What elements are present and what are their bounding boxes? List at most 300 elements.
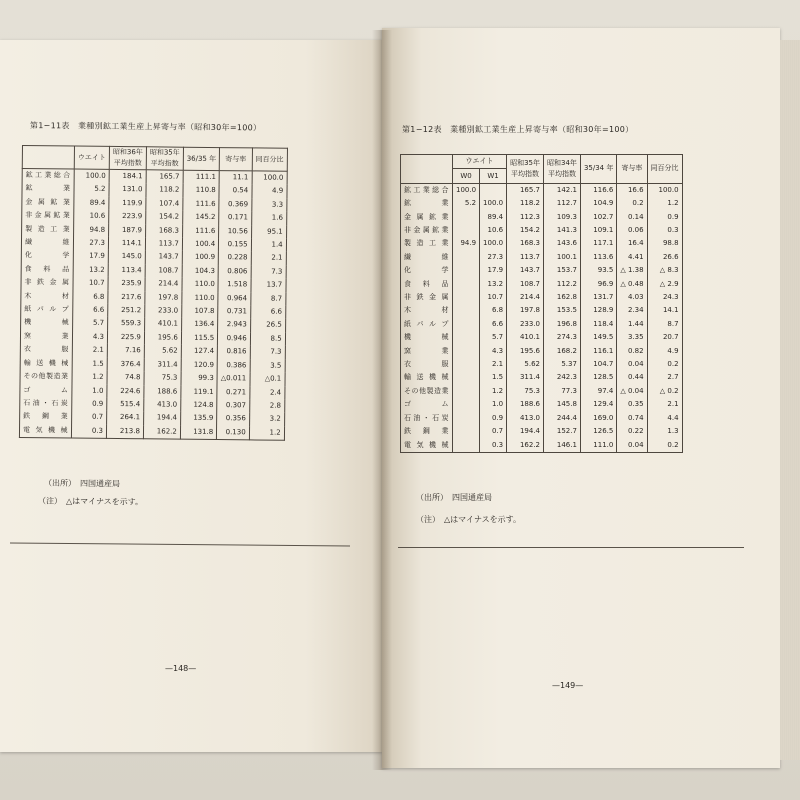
table-cell: 100.9 [182, 251, 219, 265]
table-cell: 118.2 [507, 197, 544, 210]
row-category: 鉱工業総合 [22, 169, 74, 183]
table-cell: 145.8 [544, 398, 581, 411]
row-category: 非鉄金属 [401, 291, 453, 304]
table-cell: 111.6 [183, 197, 220, 211]
table-cell: 145.0 [108, 250, 145, 264]
table-cell: 2.1 [72, 344, 107, 358]
table-cell: 113.7 [507, 251, 544, 264]
table-cell: 0.130 [217, 426, 250, 440]
table-cell: 97.4 [580, 385, 616, 398]
row-category: 紙パルプ [401, 318, 453, 331]
left-data-table [19, 145, 288, 441]
table-cell [453, 385, 480, 398]
row-category: 非鉄金属 [21, 276, 73, 290]
row-category: ゴム [20, 383, 72, 397]
table-cell: 0.35 [617, 398, 647, 411]
table-cell: 143.7 [145, 251, 182, 265]
table-cell: 100.0 [74, 169, 109, 183]
table-cell: 109.1 [580, 224, 616, 237]
table-cell [453, 331, 480, 344]
table-cell: 120.9 [181, 358, 218, 372]
table-cell: 235.9 [108, 277, 145, 291]
table-cell: 100.0 [480, 197, 507, 210]
left-source-note: （出所） 四国通産局 [43, 478, 121, 489]
table-cell [453, 371, 480, 384]
table-cell [480, 183, 507, 197]
table-cell: 20.7 [647, 331, 682, 344]
table-cell [453, 224, 480, 237]
table-cell: 0.9 [72, 397, 107, 411]
table-cell [453, 412, 480, 425]
column-header: 寄与率 [219, 148, 252, 171]
table-cell: 111.1 [183, 170, 220, 184]
table-cell: 152.7 [544, 425, 581, 438]
column-header: 昭和35年 平均指数 [146, 147, 183, 170]
table-cell: 4.4 [647, 412, 682, 425]
table-cell: 128.5 [580, 371, 616, 384]
table-cell [453, 211, 480, 224]
table-cell: 115.5 [181, 332, 218, 346]
table-cell: 4.9 [647, 345, 682, 358]
row-category: その他製造業 [20, 370, 72, 384]
right-footer-rule [398, 547, 744, 548]
column-header: 寄与率 [617, 155, 647, 184]
table-cell: 107.8 [182, 305, 219, 319]
table-cell: 153.7 [544, 264, 581, 277]
table-cell [453, 251, 480, 264]
table-cell: 0.731 [218, 305, 251, 319]
row-category: 化学 [21, 249, 73, 263]
table-row [401, 237, 683, 250]
table-cell: 111.0 [580, 439, 616, 453]
table-cell: 0.2 [617, 197, 647, 210]
table-cell [453, 278, 480, 291]
table-cell: 515.4 [107, 398, 144, 412]
table-cell: 0.7 [72, 411, 107, 425]
table-cell: 0.155 [219, 238, 252, 252]
table-cell: 112.3 [507, 211, 544, 224]
table-cell: 136.4 [181, 318, 218, 332]
table-cell: 168.2 [544, 345, 581, 358]
table-cell: 146.1 [544, 439, 581, 453]
right-source-note: （出所） 四国通産局 [416, 493, 492, 502]
column-header: 36/35 年 [183, 147, 220, 170]
table-row [401, 304, 683, 317]
table-cell: 98.8 [647, 237, 682, 250]
table-cell: 1.2 [249, 426, 284, 440]
table-cell: 195.6 [144, 331, 181, 345]
table-cell: 10.6 [480, 224, 507, 237]
row-category: 機械 [401, 331, 453, 344]
table-cell [453, 264, 480, 277]
table-cell: 10.6 [74, 210, 109, 224]
table-cell: 143.6 [544, 237, 581, 250]
table-cell: 188.6 [507, 398, 544, 411]
table-cell: 214.4 [145, 278, 182, 292]
table-row [401, 412, 683, 425]
table-cell: 2.8 [249, 399, 284, 413]
row-category: 衣服 [401, 358, 453, 371]
table-cell: 126.5 [580, 425, 616, 438]
table-cell: 0.22 [617, 425, 647, 438]
table-row [401, 331, 683, 344]
table-cell [453, 358, 480, 371]
table-cell: 0.06 [617, 224, 647, 237]
row-category: 木材 [21, 290, 73, 304]
row-category: 繊維 [21, 236, 73, 250]
table-cell: 27.3 [480, 251, 507, 264]
table-cell: 100.0 [252, 171, 287, 185]
row-category: 紙パルプ [21, 303, 73, 317]
table-cell: 213.8 [106, 425, 143, 439]
table-cell: 89.4 [480, 211, 507, 224]
table-cell: 0.2 [647, 439, 682, 453]
row-category: 鉱業 [401, 197, 453, 210]
table-row [401, 358, 683, 371]
table-cell: 112.2 [544, 278, 581, 291]
row-category: 鉄鋼業 [20, 410, 72, 424]
table-cell: 99.3 [181, 372, 218, 386]
table-cell: 410.1 [144, 318, 181, 332]
column-header: ウエイト [453, 155, 507, 169]
table-cell: 100.1 [544, 251, 581, 264]
row-category: 製造工業 [401, 237, 453, 250]
table-row [401, 197, 683, 210]
table-cell: 233.0 [507, 318, 544, 331]
table-cell: 0.171 [219, 211, 252, 225]
table-cell: 162.8 [544, 291, 581, 304]
column-header: 同百分比 [252, 148, 287, 171]
table-cell: 188.6 [144, 385, 181, 399]
table-cell: 141.3 [544, 224, 581, 237]
table-cell: 0.44 [617, 371, 647, 384]
table-row [19, 424, 284, 441]
table-cell: 242.3 [544, 371, 581, 384]
table-cell: 2.943 [218, 319, 251, 333]
table-row [401, 278, 683, 291]
table-cell: 2.4 [250, 386, 285, 400]
table-cell: 100.0 [453, 183, 480, 197]
table-cell: 0.946 [218, 332, 251, 346]
table-cell: 0.806 [218, 265, 251, 279]
table-cell: 195.6 [507, 345, 544, 358]
row-category: 石油・石炭 [401, 412, 453, 425]
table-cell: 4.41 [617, 251, 647, 264]
row-category: 食料品 [401, 278, 453, 291]
table-cell: 143.7 [507, 264, 544, 277]
table-cell: 27.3 [73, 237, 108, 251]
row-category: 輸送機械 [20, 357, 72, 371]
right-data-table [400, 154, 683, 453]
table-cell: 142.1 [544, 183, 581, 197]
table-cell: 0.04 [617, 439, 647, 453]
table-cell: 24.3 [647, 291, 682, 304]
table-cell: 145.2 [183, 211, 220, 225]
table-cell: 10.56 [219, 225, 252, 239]
column-header: ウエイト [74, 146, 109, 169]
row-category: 電気機械 [19, 424, 71, 438]
table-cell: 112.7 [544, 197, 581, 210]
table-cell: 2.7 [647, 371, 682, 384]
table-cell: 1.6 [251, 212, 286, 226]
table-cell: 1.518 [218, 278, 251, 292]
table-cell: 6.6 [73, 304, 108, 318]
table-cell: 410.1 [507, 331, 544, 344]
row-category: 輸送機械 [401, 371, 453, 384]
table-cell: 0.307 [217, 399, 250, 413]
table-cell: 6.6 [250, 305, 285, 319]
table-cell: 165.7 [146, 170, 183, 184]
table-cell: 1.4 [251, 238, 286, 252]
table-cell: 110.8 [183, 184, 220, 198]
table-row [401, 318, 683, 331]
right-page-number: —149— [552, 681, 584, 690]
table-cell: 104.9 [580, 197, 616, 210]
table-cell: 197.8 [145, 291, 182, 305]
table-cell: 5.2 [74, 183, 109, 197]
table-cell: 5.7 [73, 317, 108, 331]
column-header: 昭和35年 平均指数 [507, 155, 544, 184]
table-cell: △ 0.2 [647, 385, 682, 398]
table-row [401, 345, 683, 358]
table-cell: 13.7 [251, 279, 286, 293]
table-cell: 131.7 [580, 291, 616, 304]
table-cell: 0.356 [217, 412, 250, 426]
row-category: 衣服 [20, 343, 72, 357]
table-cell: 104.3 [182, 265, 219, 279]
table-cell: 128.9 [580, 304, 616, 317]
table-cell: 311.4 [144, 358, 181, 372]
table-cell: 100.0 [480, 237, 507, 250]
table-cell: 4.3 [480, 345, 507, 358]
table-cell: 2.1 [647, 398, 682, 411]
table-cell: 0.964 [218, 292, 251, 306]
table-cell: 109.3 [544, 211, 581, 224]
table-cell: 5.2 [453, 197, 480, 210]
table-cell [453, 425, 480, 438]
table-cell: 135.9 [180, 412, 217, 426]
row-category: 非金属鉱業 [401, 224, 453, 237]
table-cell: 96.9 [580, 278, 616, 291]
table-cell: 197.8 [507, 304, 544, 317]
table-cell: 194.4 [143, 412, 180, 426]
table-cell: 10.7 [480, 291, 507, 304]
table-cell: 1.0 [72, 384, 107, 398]
table-cell: 154.2 [146, 211, 183, 225]
table-cell: 168.3 [145, 224, 182, 238]
table-cell: 376.4 [107, 358, 144, 372]
table-cell: 26.5 [250, 319, 285, 333]
table-row [401, 211, 683, 224]
table-cell: 108.7 [507, 278, 544, 291]
column-header: 35/34 年 [580, 155, 616, 184]
table-cell: 100.0 [647, 183, 682, 197]
table-cell: 0.3 [647, 224, 682, 237]
table-cell: 131.8 [180, 425, 217, 439]
table-cell: △ 0.48 [617, 278, 647, 291]
table-cell: 114.1 [108, 237, 145, 251]
table-cell: △ 1.38 [617, 264, 647, 277]
row-category: 電気機械 [401, 439, 453, 453]
table-cell: 184.1 [109, 169, 146, 183]
table-row [401, 398, 683, 411]
row-category: 鉱工業総合 [401, 183, 453, 197]
table-cell: 77.3 [544, 385, 581, 398]
table-cell: 110.0 [182, 291, 219, 305]
table-cell: 0.54 [219, 184, 252, 198]
table-cell: 118.2 [146, 184, 183, 198]
table-cell: 0.74 [617, 412, 647, 425]
table-cell: 8.7 [647, 318, 682, 331]
row-category: 窯業 [20, 330, 72, 344]
table-cell: 4.9 [252, 185, 287, 199]
row-category: 金属鉱業 [401, 211, 453, 224]
table-cell: 4.3 [72, 330, 107, 344]
table-cell: 0.9 [480, 412, 507, 425]
table-cell: 8.7 [251, 292, 286, 306]
row-category: 非金属鉱業 [22, 209, 74, 223]
table-cell: 196.8 [544, 318, 581, 331]
table-row [401, 371, 683, 384]
table-cell: 6.8 [480, 304, 507, 317]
table-cell: 1.2 [480, 385, 507, 398]
table-cell: △ 2.9 [647, 278, 682, 291]
table-cell: 95.1 [251, 225, 286, 239]
column-subheader: W1 [480, 169, 507, 183]
table-row [401, 425, 683, 438]
book-gutter [372, 30, 392, 770]
table-cell: 7.3 [251, 265, 286, 279]
table-cell: 5.37 [544, 358, 581, 371]
table-cell: 26.6 [647, 251, 682, 264]
right-table-title: 第1−12表 業種別鉱工業生産上昇寄与率（昭和30年=100） [402, 125, 634, 134]
column-header: 昭和36年 平均指数 [109, 146, 146, 169]
table-cell: 6.8 [73, 290, 108, 304]
table-cell: 6.6 [480, 318, 507, 331]
table-cell: 0.3 [71, 424, 106, 438]
table-cell: 1.5 [480, 371, 507, 384]
table-cell: 251.2 [108, 304, 145, 318]
table-cell: 413.0 [507, 412, 544, 425]
table-cell: 16.6 [617, 183, 647, 197]
table-cell: 127.4 [181, 345, 218, 359]
table-cell [453, 439, 480, 453]
table-row [401, 251, 683, 264]
table-row [401, 439, 683, 453]
table-cell [453, 318, 480, 331]
table-row [401, 224, 683, 237]
column-header: 昭和34年 平均指数 [544, 155, 581, 184]
table-cell: 2.34 [617, 304, 647, 317]
table-cell: 413.0 [144, 398, 181, 412]
table-row [401, 264, 683, 277]
table-cell: △ 0.04 [617, 385, 647, 398]
table-cell: 0.82 [617, 345, 647, 358]
row-category: 繊維 [401, 251, 453, 264]
table-cell: 3.3 [252, 198, 287, 212]
row-category: 金属鉱業 [22, 196, 74, 210]
table-cell: 194.4 [507, 425, 544, 438]
table-cell: 116.6 [580, 183, 616, 197]
table-row [401, 291, 683, 304]
column-header [401, 155, 453, 184]
table-cell: 1.0 [480, 398, 507, 411]
table-cell: 311.4 [507, 371, 544, 384]
table-cell: 7.3 [250, 346, 285, 360]
table-row [401, 385, 683, 398]
table-cell: 162.2 [143, 425, 180, 439]
row-category: ゴム [401, 398, 453, 411]
table-cell: 1.3 [647, 425, 682, 438]
table-cell: 104.7 [580, 358, 616, 371]
table-cell: 0.2 [647, 358, 682, 371]
table-cell: 165.7 [507, 183, 544, 197]
table-cell: 118.4 [580, 318, 616, 331]
table-cell: 93.5 [580, 264, 616, 277]
row-category: その他製造業 [401, 385, 453, 398]
table-cell: 16.4 [617, 237, 647, 250]
column-subheader: W0 [453, 169, 480, 183]
table-cell: 108.7 [145, 264, 182, 278]
table-cell: 0.3 [480, 439, 507, 453]
table-cell: 17.9 [480, 264, 507, 277]
table-cell: 11.1 [219, 171, 252, 185]
table-cell: 1.44 [617, 318, 647, 331]
table-cell: 110.0 [182, 278, 219, 292]
table-cell: 5.62 [144, 345, 181, 359]
table-cell: 14.1 [647, 304, 682, 317]
table-cell: 113.7 [145, 237, 182, 251]
table-cell: 3.35 [617, 331, 647, 344]
column-header: 同百分比 [647, 155, 682, 184]
table-cell: 2.1 [251, 252, 286, 266]
table-cell: 4.03 [617, 291, 647, 304]
table-cell: 0.369 [219, 198, 252, 212]
table-cell: 1.5 [72, 357, 107, 371]
table-cell: 1.2 [647, 197, 682, 210]
table-cell: 0.271 [217, 386, 250, 400]
table-cell: 116.1 [580, 345, 616, 358]
table-cell: 1.2 [72, 371, 107, 385]
table-cell: 3.2 [249, 413, 284, 427]
table-cell: 7.16 [107, 344, 144, 358]
row-category: 食料品 [21, 263, 73, 277]
table-cell: 3.5 [250, 359, 285, 373]
table-cell: 102.7 [580, 211, 616, 224]
table-cell: 223.9 [109, 210, 146, 224]
table-cell [453, 398, 480, 411]
table-cell: 75.3 [144, 371, 181, 385]
table-cell: 17.9 [73, 250, 108, 264]
table-cell: 94.9 [453, 237, 480, 250]
table-cell: 119.1 [181, 385, 218, 399]
table-row [401, 183, 683, 197]
table-cell: △ 8.3 [647, 264, 682, 277]
table-cell: 13.2 [480, 278, 507, 291]
table-cell: 8.5 [250, 332, 285, 346]
row-category: 製造工業 [22, 223, 74, 237]
table-cell: 75.3 [507, 385, 544, 398]
column-header [22, 146, 74, 170]
table-cell: 10.7 [73, 277, 108, 291]
table-cell: 217.6 [108, 291, 145, 305]
table-cell: 224.6 [107, 384, 144, 398]
table-cell: 187.9 [109, 224, 146, 238]
row-category: 石油・石炭 [20, 397, 72, 411]
table-cell: 149.5 [580, 331, 616, 344]
table-cell: 107.4 [146, 197, 183, 211]
left-annotation-note: （注） △はマイナスを示す。 [37, 496, 144, 507]
